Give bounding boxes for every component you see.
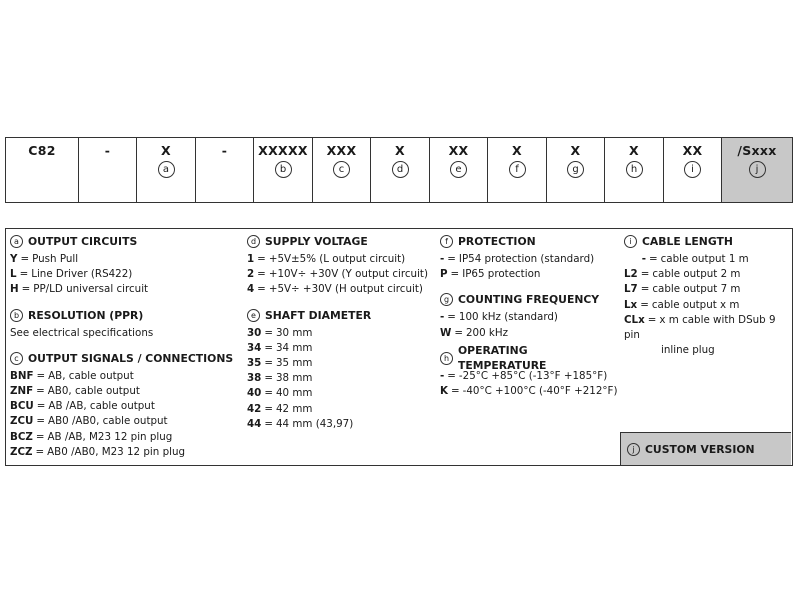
equals-sign: = (20, 253, 30, 265)
option-description: AB0 /AB0, M23 12 pin plug (47, 445, 186, 458)
option-description: IP65 protection (462, 268, 541, 281)
option-code: 42 (247, 402, 262, 415)
option-code: 40 (247, 387, 262, 400)
equals-sign: = (35, 445, 45, 458)
equals-sign: = (454, 326, 463, 339)
option-code: BNF (10, 369, 34, 382)
equals-sign: = (264, 402, 273, 415)
option-code: L2 (624, 268, 638, 281)
list-item (247, 356, 435, 371)
list-item (10, 384, 240, 399)
code-cell-resolution (254, 138, 313, 202)
section-resolution (10, 308, 240, 341)
code-cell-supply-voltage (371, 138, 430, 202)
option-code: - (440, 369, 445, 382)
list-item (247, 252, 435, 267)
circle-marker: d (392, 161, 409, 178)
option-description: IP54 protection (standard) (458, 253, 595, 265)
section-title: COUNTING FREQUENCY (458, 293, 600, 307)
section-title: SHAFT DIAMETER (265, 308, 372, 322)
legend-column-4 (624, 234, 789, 368)
list-item (247, 386, 435, 401)
equals-sign: = (640, 283, 650, 296)
circle-marker: j (627, 443, 640, 456)
option-code: P (440, 268, 448, 281)
equals-sign: = (36, 385, 45, 398)
list-item (247, 267, 435, 282)
option-description: cable output 7 m (652, 283, 741, 296)
option-description: AB /AB, cable output (48, 400, 155, 413)
option-code: - (440, 253, 445, 265)
code-cell-series (6, 138, 79, 202)
option-description: 40 mm (275, 387, 313, 400)
circle-marker: f (440, 235, 453, 248)
code-cell-output-circuit (137, 138, 196, 202)
section-operating-temperature (440, 344, 618, 399)
section-title: OPERATING TEMPERATURE (458, 344, 547, 373)
option-description: +5V±5% (L output circuit) (268, 253, 406, 265)
option-description: +10V÷ +30V (Y output circuit) (268, 268, 428, 281)
equals-sign: = (640, 298, 649, 311)
circle-marker: b (275, 161, 292, 178)
section-output-circuits (10, 234, 240, 298)
legend-column-3 (440, 234, 616, 409)
equals-sign: = (264, 357, 273, 370)
equals-sign: = (450, 268, 460, 281)
equals-sign: = (649, 253, 658, 265)
section-heading (10, 308, 240, 323)
code-cell-operating-temperature (605, 138, 664, 202)
section-heading (440, 292, 616, 307)
option-code: 4 (247, 283, 255, 296)
section-title: CUSTOM VERSION (645, 442, 755, 456)
option-description-continued: inline plug (661, 344, 715, 357)
list-item (440, 267, 616, 282)
list-item (247, 341, 435, 356)
option-code: - (641, 253, 646, 265)
list-item (440, 326, 616, 341)
section-heading (10, 234, 240, 249)
option-code: W (440, 326, 452, 339)
option-description: PP/LD universal circuit (33, 283, 149, 296)
circle-marker: j (749, 161, 766, 178)
option-code: 30 (247, 326, 262, 339)
option-code: Lx (624, 298, 638, 311)
option-code: 2 (247, 268, 255, 281)
section-title: OUTPUT CIRCUITS (28, 234, 138, 248)
option-code: K (440, 385, 448, 398)
circle-marker: i (684, 161, 701, 178)
equals-sign: = (257, 268, 266, 281)
option-code: 1 (247, 253, 255, 265)
option-code: 35 (247, 357, 262, 370)
option-description: x m cable with DSub 9 pin (624, 313, 776, 342)
section-heading (247, 308, 435, 323)
option-description: See electrical specifications (10, 326, 154, 339)
code-cell-custom-version (722, 138, 792, 202)
circle-marker: h (440, 352, 453, 365)
equals-sign: = (35, 430, 45, 443)
option-description: 35 mm (275, 357, 313, 370)
code-text: - (104, 143, 111, 158)
section-counting-frequency (440, 292, 616, 340)
custom-version-box (620, 432, 791, 465)
option-description: -40°C +100°C (-40°F +212°F) (462, 385, 618, 398)
option-description: Push Pull (32, 253, 79, 265)
option-code: ZCU (10, 415, 34, 428)
code-text: X (512, 143, 522, 158)
circle-marker: g (567, 161, 584, 178)
circle-marker: e (247, 309, 260, 322)
section-heading (440, 344, 616, 373)
equals-sign: = (19, 268, 29, 281)
list-item (10, 252, 240, 267)
code-cell-counting-frequency (547, 138, 605, 202)
list-item (10, 267, 240, 282)
option-description: 42 mm (275, 402, 313, 415)
circle-marker: a (10, 235, 23, 248)
code-text: XXXXX (258, 143, 308, 158)
legend-box (5, 228, 793, 466)
code-text: XX (682, 143, 703, 158)
list-item (10, 369, 240, 384)
section-protection (440, 234, 616, 282)
list-item (624, 298, 789, 313)
option-code: 38 (247, 372, 262, 385)
equals-sign: = (447, 311, 456, 324)
code-text: - (221, 143, 228, 158)
section-title: RESOLUTION (PPR) (28, 308, 144, 322)
equals-sign: = (257, 283, 266, 296)
list-item (247, 371, 435, 386)
option-description: 34 mm (275, 341, 313, 354)
code-text: X (570, 143, 581, 158)
list-item (624, 282, 789, 297)
list-item (440, 369, 616, 384)
circle-marker: d (247, 235, 260, 248)
option-code: Y (10, 253, 18, 265)
option-code: CLx (624, 313, 645, 326)
code-cell-dash (196, 138, 254, 202)
option-code: L7 (624, 283, 638, 296)
section-title: PROTECTION (458, 234, 536, 248)
code-cell-shaft-diameter (430, 138, 488, 202)
option-description: -25°C +85°C (-13°F +185°F) (458, 369, 608, 382)
list-item (247, 417, 435, 432)
list-item (440, 310, 616, 325)
option-description: cable output x m (651, 298, 740, 311)
code-cell-protection (488, 138, 547, 202)
list-item (440, 384, 616, 399)
code-cell-cable-length (664, 138, 722, 202)
equals-sign: = (257, 253, 266, 265)
option-description: cable output 2 m (652, 268, 741, 281)
code-text: C82 (28, 143, 56, 158)
option-code: H (10, 283, 19, 296)
section-cable-length (624, 234, 789, 358)
code-cell-output-signals (313, 138, 371, 202)
option-code: BCZ (10, 430, 33, 443)
section-heading (10, 351, 240, 366)
list-item (247, 326, 435, 341)
option-description: 44 mm (43,97) (275, 417, 354, 430)
circle-marker: f (509, 161, 526, 178)
option-description: Line Driver (RS422) (31, 268, 133, 281)
option-description: 200 kHz (466, 326, 509, 339)
circle-marker: e (450, 161, 467, 178)
circle-marker: h (626, 161, 643, 178)
equals-sign: = (640, 268, 650, 281)
section-shaft-diameter (247, 308, 435, 432)
list-item (624, 252, 789, 267)
option-description: +5V÷ +30V (H output circuit) (268, 283, 423, 296)
option-description: AB /AB, M23 12 pin plug (47, 430, 173, 443)
option-description: cable output 1 m (660, 253, 749, 265)
list-item (10, 430, 240, 445)
list-item (10, 414, 240, 429)
option-description: AB0 /AB0, cable output (48, 415, 168, 428)
list-item (247, 402, 435, 417)
section-heading (624, 234, 789, 249)
equals-sign: = (36, 369, 46, 382)
equals-sign: = (450, 385, 460, 398)
circle-marker: a (158, 161, 175, 178)
section-heading (440, 234, 616, 249)
code-text: XX (448, 143, 469, 158)
equals-sign: = (264, 417, 273, 430)
equals-sign: = (447, 253, 456, 265)
option-code: 34 (247, 341, 262, 354)
section-supply-voltage (247, 234, 435, 298)
option-description: AB0, cable output (47, 385, 140, 398)
section-output-signals (10, 351, 240, 460)
equals-sign: = (264, 341, 273, 354)
list-item (10, 445, 240, 460)
legend-column-2 (247, 234, 435, 442)
section-heading (247, 234, 435, 249)
option-code: ZNF (10, 385, 34, 398)
option-code: L (10, 268, 17, 281)
circle-marker: g (440, 293, 453, 306)
list-item (440, 252, 616, 267)
section-title: CABLE LENGTH (642, 234, 733, 248)
legend-column-1 (10, 234, 240, 470)
option-description: 100 kHz (standard) (458, 311, 558, 324)
option-code: ZCZ (10, 445, 33, 458)
option-description: AB, cable output (48, 369, 134, 382)
list-item (247, 282, 435, 297)
equals-sign: = (36, 415, 46, 428)
code-text: X (395, 143, 405, 158)
section-title: SUPPLY VOLTAGE (265, 234, 368, 248)
section-title: OUTPUT SIGNALS / CONNECTIONS (28, 351, 234, 365)
code-text: /Sxxx (737, 143, 777, 158)
option-code: - (440, 311, 445, 324)
list-item (10, 282, 240, 297)
equals-sign: = (264, 326, 273, 339)
equals-sign: = (264, 387, 273, 400)
order-code-table (5, 137, 793, 203)
circle-marker: i (624, 235, 637, 248)
code-text: X (161, 143, 171, 158)
circle-marker: b (10, 309, 23, 322)
option-description: 38 mm (275, 372, 313, 385)
option-code: BCU (10, 400, 34, 413)
code-text: X (629, 143, 639, 158)
list-item (624, 267, 789, 282)
equals-sign: = (36, 400, 46, 413)
list-item (10, 326, 240, 341)
code-text: XXX (326, 143, 357, 158)
circle-marker: c (333, 161, 350, 178)
code-cell-dash (79, 138, 137, 202)
list-item (624, 313, 789, 359)
option-code: 44 (247, 417, 262, 430)
list-item (10, 399, 240, 414)
option-description: 30 mm (275, 326, 313, 339)
circle-marker: c (10, 352, 23, 365)
equals-sign: = (264, 372, 273, 385)
equals-sign: = (21, 283, 31, 296)
equals-sign: = (447, 369, 456, 382)
equals-sign: = (647, 313, 657, 326)
